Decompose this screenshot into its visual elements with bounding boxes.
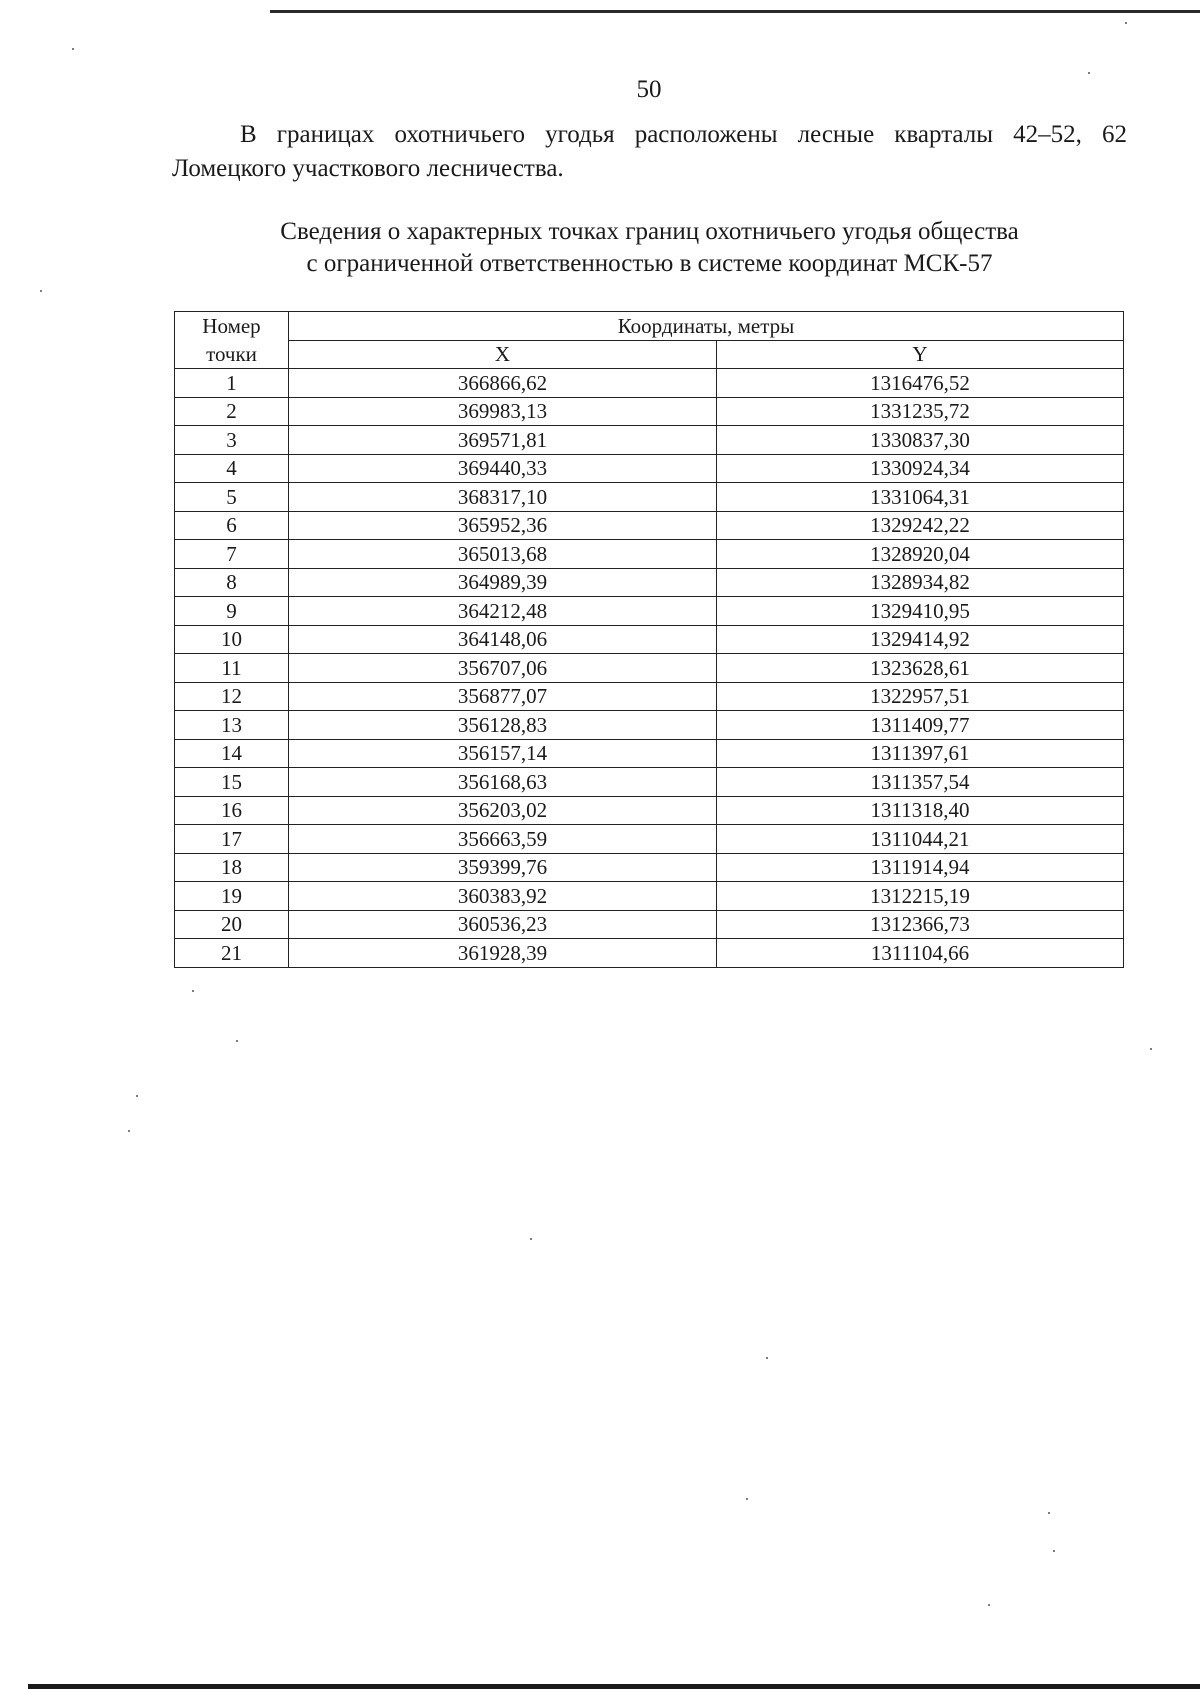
cell-y: 1330924,34 (717, 454, 1124, 483)
scan-speck (1088, 72, 1090, 74)
table-row (175, 511, 1124, 540)
scan-speck (72, 48, 74, 50)
table-row (175, 682, 1124, 711)
cell-x: 360383,92 (289, 882, 717, 911)
cell-x: 356877,07 (289, 682, 717, 711)
cell-y: 1331235,72 (717, 397, 1124, 426)
cell-x: 356157,14 (289, 739, 717, 768)
cell-point-number: 4 (175, 454, 289, 483)
cell-x: 364212,48 (289, 597, 717, 626)
table-row (175, 796, 1124, 825)
cell-y: 1329410,95 (717, 597, 1124, 626)
cell-point-number: 14 (175, 739, 289, 768)
cell-x: 366866,62 (289, 369, 717, 398)
table-row (175, 910, 1124, 939)
table-row (175, 882, 1124, 911)
scan-speck (1150, 1048, 1152, 1050)
table-row (175, 568, 1124, 597)
scan-speck (192, 990, 194, 992)
cell-y: 1322957,51 (717, 682, 1124, 711)
cell-y: 1331064,31 (717, 483, 1124, 512)
heading-line-1: Сведения о характерных точках границ охотничьего угодья общества (280, 218, 1019, 245)
table-row (175, 454, 1124, 483)
table-heading (172, 216, 1127, 280)
cell-point-number: 2 (175, 397, 289, 426)
cell-x: 356168,63 (289, 768, 717, 797)
table-row (175, 483, 1124, 512)
page-number: 50 (636, 76, 662, 103)
cell-y: 1311914,94 (717, 853, 1124, 882)
cell-point-number: 17 (175, 825, 289, 854)
table-row (175, 739, 1124, 768)
cell-point-number: 6 (175, 511, 289, 540)
table-row (175, 768, 1124, 797)
body-paragraph: В границах охотничьего угодья расположены лесные кварталы 42–52, 62 Ломецкого участкового лесничества. (172, 121, 1127, 182)
scan-speck (1048, 1512, 1050, 1514)
scan-speck (136, 1095, 138, 1097)
cell-y: 1329242,22 (717, 511, 1124, 540)
scan-speck (1125, 22, 1127, 24)
scan-speck (988, 1604, 990, 1606)
cell-y: 1329414,92 (717, 625, 1124, 654)
scan-speck (1053, 1550, 1055, 1552)
cell-y: 1328920,04 (717, 540, 1124, 569)
cell-x: 359399,76 (289, 853, 717, 882)
cell-y: 1311104,66 (717, 939, 1124, 968)
scan-edge-top (270, 10, 1200, 13)
cell-point-number: 1 (175, 369, 289, 398)
scan-speck (236, 1040, 238, 1042)
cell-point-number: 3 (175, 426, 289, 455)
cell-point-number: 11 (175, 654, 289, 683)
table-header-row-2 (175, 340, 1124, 369)
cell-y: 1328934,82 (717, 568, 1124, 597)
header-point-number (175, 312, 289, 369)
table-row (175, 426, 1124, 455)
scan-edge-bottom (28, 1684, 1200, 1689)
cell-x: 364989,39 (289, 568, 717, 597)
cell-point-number: 12 (175, 682, 289, 711)
cell-point-number: 15 (175, 768, 289, 797)
cell-point-number: 16 (175, 796, 289, 825)
cell-x: 369983,13 (289, 397, 717, 426)
cell-point-number: 9 (175, 597, 289, 626)
cell-x: 356128,83 (289, 711, 717, 740)
cell-x: 369440,33 (289, 454, 717, 483)
cell-x: 356203,02 (289, 796, 717, 825)
scan-speck (128, 1130, 130, 1132)
cell-x: 365952,36 (289, 511, 717, 540)
scan-speck (766, 1357, 768, 1359)
cell-y: 1323628,61 (717, 654, 1124, 683)
scan-speck (530, 1238, 532, 1240)
table-row (175, 369, 1124, 398)
table-header-row-1 (175, 312, 1124, 341)
cell-point-number: 10 (175, 625, 289, 654)
cell-x: 365013,68 (289, 540, 717, 569)
scan-speck (746, 1498, 748, 1500)
cell-y: 1311044,21 (717, 825, 1124, 854)
cell-y: 1312366,73 (717, 910, 1124, 939)
table-row (175, 825, 1124, 854)
cell-x: 368317,10 (289, 483, 717, 512)
cell-point-number: 7 (175, 540, 289, 569)
table-row (175, 540, 1124, 569)
cell-x: 364148,06 (289, 625, 717, 654)
cell-x: 356707,06 (289, 654, 717, 683)
coordinates-table (174, 311, 1124, 968)
table-row (175, 625, 1124, 654)
cell-y: 1330837,30 (717, 426, 1124, 455)
cell-point-number: 5 (175, 483, 289, 512)
header-y: Y (717, 340, 1124, 369)
cell-y: 1316476,52 (717, 369, 1124, 398)
cell-x: 360536,23 (289, 910, 717, 939)
table-body (175, 369, 1124, 968)
table-row (175, 939, 1124, 968)
table-row (175, 654, 1124, 683)
cell-point-number: 20 (175, 910, 289, 939)
cell-y: 1311409,77 (717, 711, 1124, 740)
cell-point-number: 19 (175, 882, 289, 911)
table-row (175, 853, 1124, 882)
cell-point-number: 18 (175, 853, 289, 882)
cell-y: 1311357,54 (717, 768, 1124, 797)
cell-point-number: 8 (175, 568, 289, 597)
header-point-number-line-2: точки (206, 342, 257, 366)
cell-y: 1311318,40 (717, 796, 1124, 825)
table-row (175, 711, 1124, 740)
cell-x: 361928,39 (289, 939, 717, 968)
cell-point-number: 13 (175, 711, 289, 740)
cell-x: 356663,59 (289, 825, 717, 854)
cell-y: 1311397,61 (717, 739, 1124, 768)
cell-point-number: 21 (175, 939, 289, 968)
header-coordinates: Координаты, метры (289, 312, 1124, 341)
header-x: X (289, 340, 717, 369)
header-point-number-line-1: Номер (202, 314, 261, 338)
scan-speck (40, 290, 42, 292)
cell-x: 369571,81 (289, 426, 717, 455)
table-row (175, 597, 1124, 626)
table-row (175, 397, 1124, 426)
heading-line-2: с ограниченной ответственностью в системе координат МСК-57 (306, 250, 993, 277)
cell-y: 1312215,19 (717, 882, 1124, 911)
